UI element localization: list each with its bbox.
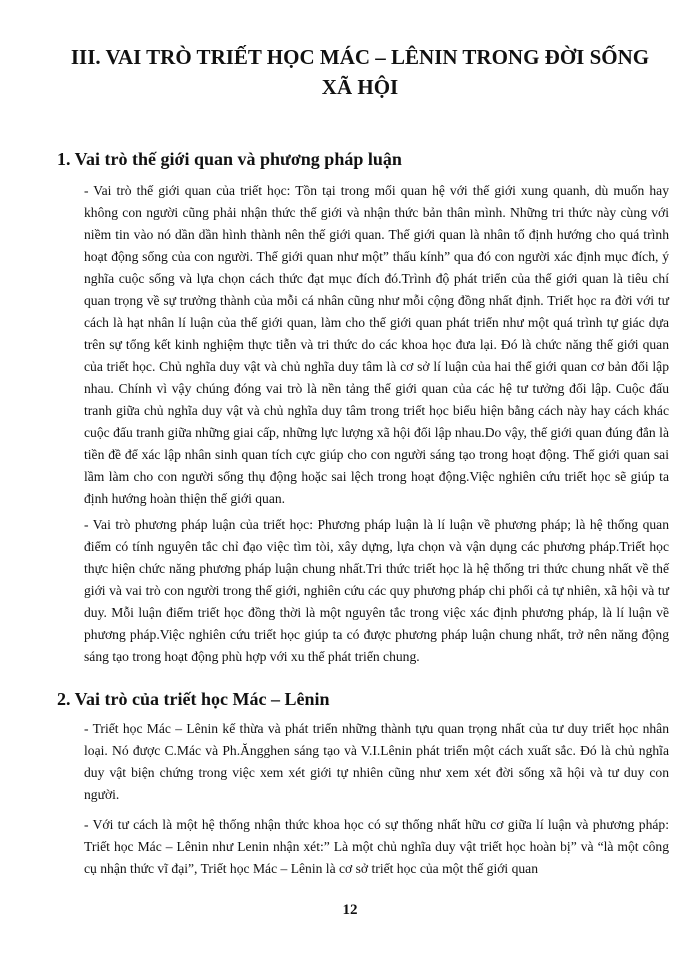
- section-heading-1: 1. Vai trò thế giới quan và phương pháp luận: [57, 149, 402, 169]
- paragraph-worldview-role: - Vai trò thế giới quan của triết học: Tồn tại trong mối quan hệ với thế giới xung quanh, dù muốn hay không con người cũng phải nhận thức thế giới và nhận thức bản thân mình. Những tri thức này cùng với niềm tin vào nó dần dần hình thành nên thế giới quan. Thế giới quan là nhân tố định hướng cho quá trình hoạt động sống của con người. Thế giới quan như một” thấu kính” qua đó con người xác định mục đích, ý nghĩa cuộc sống và lựa chọn cách thức đạt mục đích đó.Trình độ phát triển của thế giới quan là tiêu chí quan trọng về sự trưởng thành của mỗi cá nhân cũng như mỗi cộng đồng nhất định. Triết học ra đời với tư cách là hạt nhân lí luận của thế giới quan, làm cho thế giới quan phát triển như một quá trình tự giác dựa trên sự tổng kết kinh nghiệm thực tiễn và tri thức do các khoa học đưa lại. Đó là chức năng thế giới quan của triết học. Chủ nghĩa duy vật và chủ nghĩa duy tâm là cơ sở lí luận của hai thế giới quan cơ bản đối lập nhau. Chính vì vậy chúng đóng vai trò là nền tảng thế giới quan của các hệ tư tưởng đối lập. Cuộc đấu tranh giữa chủ nghĩa duy vật và chủ nghĩa duy tâm trong triết học biểu hiện bằng cách này hay cách khác cuộc đấu tranh giữa những giai cấp, những lực lượng xã hội đối lập nhau.Do vậy, thế giới quan đúng đắn là tiền đề để xác lập nhân sinh quan tích cực giúp cho con người sáng tạo trong hoạt động. Thế giới quan sai lầm làm cho con người sống thụ động hoặc sai lệch trong hoạt động.Việc nghiên cứu triết học sẽ giúp ta định hướng hoàn thiện thế giới quan.: [84, 183, 669, 506]
- paragraph-marx-lenin-heritage: - Triết học Mác – Lênin kế thừa và phát triển những thành tựu quan trọng nhất của tư duy triết học nhân loại. Nó được C.Mác và Ph.Ăngghen sáng tạo và V.I.Lênin phát triển một cách xuất sắc. Đó là chủ nghĩa duy vật biện chứng trong việc xem xét giới tự nhiên cũng như xem xét đời sống xã hội và tư duy con người.: [84, 721, 669, 802]
- page-number: 12: [342, 902, 358, 918]
- paragraph-methodology-role: - Vai trò phương pháp luận của triết học: Phương pháp luận là lí luận về phương pháp; là hệ thống quan điểm có tính nguyên tắc chỉ đạo việc tìm tòi, xây dựng, lựa chọn và vận dụng các phương pháp.Triết học thực hiện chức năng phương pháp luận chung nhất.Tri thức triết học là hệ thống tri thức chung nhất về thế giới và vai trò con người trong thế giới, nghiên cứu các quy phương pháp chi phối cả tự nhiên, xã hội và tư duy. Mỗi luận điểm triết học đồng thời là một nguyên tắc trong việc xác định phương pháp, là lí luận về phương pháp.Việc nghiên cứu triết học giúp ta có được phương pháp luận chung nhất, trở nên năng động sáng tạo trong hoạt động phù hợp với xu thế phát triển chung.: [84, 517, 669, 664]
- page-title: III. VAI TRÒ TRIẾT HỌC MÁC – LÊNIN TRONG ĐỜI SỐNG XÃ HỘI: [70, 45, 650, 99]
- section-heading-2: 2. Vai trò của triết học Mác – Lênin: [57, 689, 330, 709]
- paragraph-marx-lenin-system: - Với tư cách là một hệ thống nhận thức khoa học có sự thống nhất hữu cơ giữa lí luận và phương pháp: Triết học Mác – Lênin như Lenin nhận xét:” Là một chủ nghĩa duy vật triết học hoàn bị” và “là một công cụ nhận thức vĩ đại”, Triết học Mác – Lênin là cơ sở triết học của một thế giới quan: [84, 817, 669, 876]
